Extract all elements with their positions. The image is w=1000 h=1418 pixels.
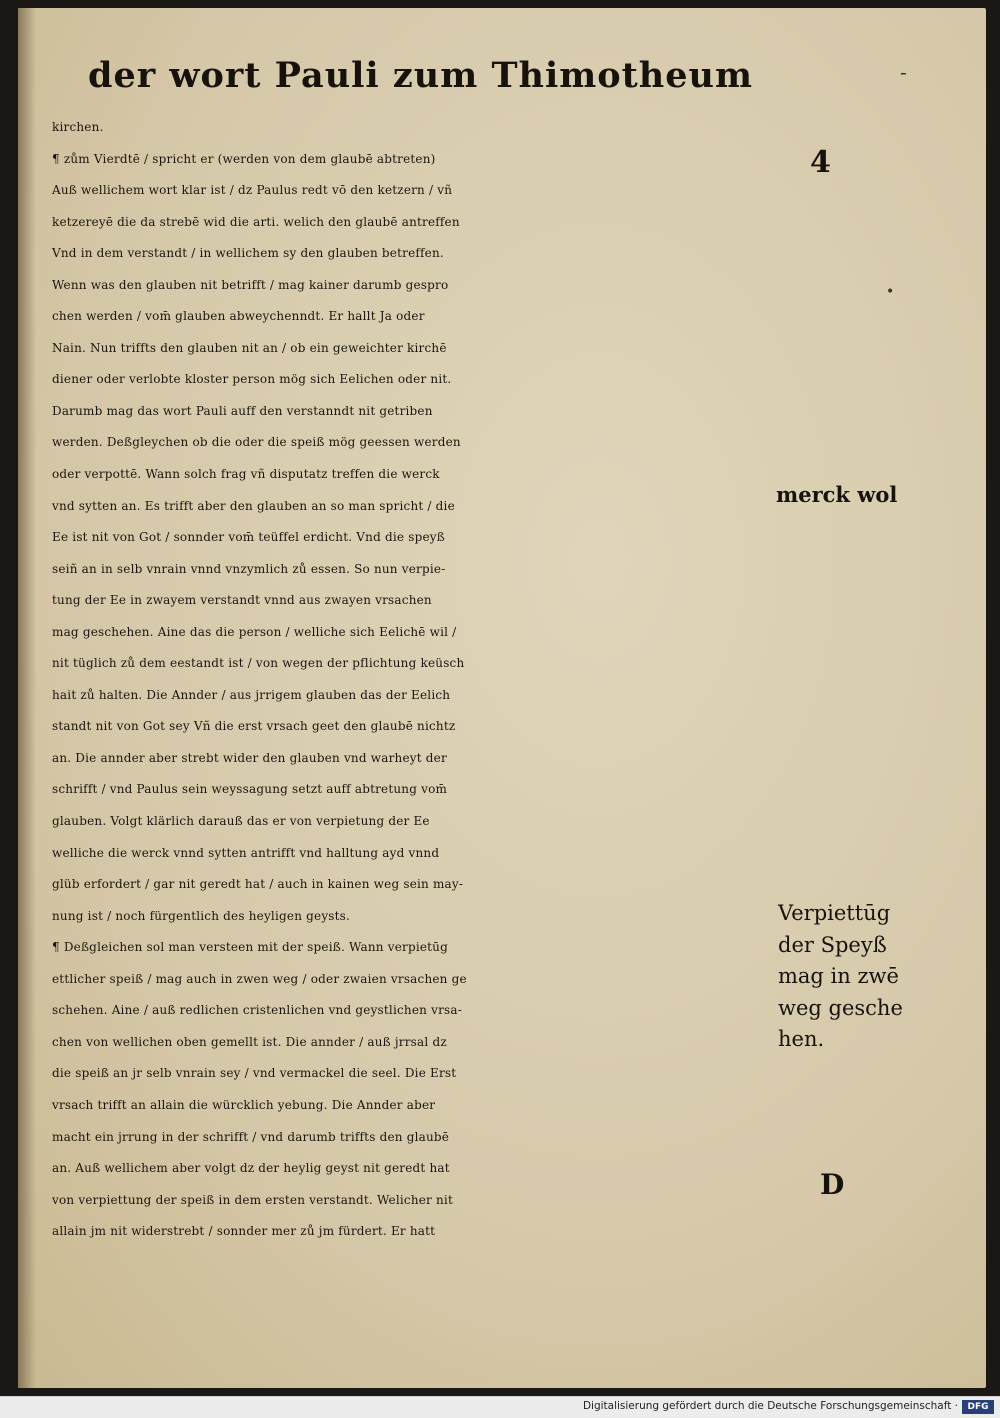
- text-line: vnd sytten an. Es trifft aber den glauben an so man spricht / die: [52, 498, 455, 513]
- page-gutter-shadow: [18, 8, 36, 1388]
- text-line: ettlicher speiß / mag auch in zwen weg / oder zwaien vrsachen ge: [52, 971, 467, 986]
- text-line: glüb erfordert / gar nit geredt hat / auch in kainen weg sein may-: [52, 877, 464, 892]
- text-line: nung ist / noch fürgentlich des heyligen geysts.: [52, 908, 351, 923]
- marginal-note-merck-wol: merck wol: [776, 482, 898, 507]
- catchword: D: [820, 1168, 845, 1201]
- text-line: Ee ist nit von Got / sonnder vom̄ teüffel erdicht. Vnd die speyß: [52, 530, 445, 545]
- funding-credit: Digitalisierung gefördert durch die Deutsche Forschungsgemeinschaft ·: [582, 1400, 958, 1412]
- text-line: tung der Ee in zwayem verstandt vnnd aus zwayen vrsachen: [52, 593, 432, 608]
- text-line: Nain. Nun triffts den glauben nit an / ob ein geweichter kirchē: [52, 340, 447, 355]
- text-line: seiñ an in selb vnrain vnnd vnzymlich zů essen. So nun verpie-: [52, 561, 446, 576]
- text-line: kirchen.: [52, 120, 104, 134]
- page-speck: •: [886, 284, 895, 300]
- text-line: von verpiettung der speiß in dem ersten verstandt. Welicher nit: [52, 1192, 453, 1207]
- marginal-line: Verpiettūg: [778, 901, 891, 925]
- text-line: oder verpottē. Wann solch frag vñ disputatz treffen die werck: [52, 467, 440, 482]
- text-line: Darumb mag das wort Pauli auff den verstanndt nit getriben: [52, 403, 433, 418]
- text-line: chen von wellichen oben gemellt ist. Die annder / auß jrrsal dz: [52, 1034, 447, 1049]
- marginal-line: mag in zwē: [778, 964, 899, 988]
- text-line: chen werden / vom̄ glauben abweychenndt. Er hallt Ja oder: [52, 309, 425, 324]
- text-line: schehen. Aine / auß redlichen cristenlichen vnd geystlichen vrsa-: [52, 1003, 462, 1018]
- marginal-line: der Speyß: [778, 932, 887, 957]
- text-line: Wenn was den glauben nit betrifft / mag kainer darumb gespro: [52, 277, 449, 292]
- marginal-line: hen.: [778, 1027, 825, 1051]
- text-line: glauben. Volgt klärlich darauß das er von verpietung der Ee: [52, 814, 430, 829]
- text-line: allain jm nit widerstrebt / sonnder mer zů jm fürdert. Er hatt: [52, 1224, 436, 1239]
- text-line: Auß wellichem wort klar ist / dz Paulus redt vō den ketzern / vñ: [52, 183, 453, 198]
- text-line: an. Die annder aber strebt wider den glauben vnd warheyt der: [52, 750, 447, 765]
- text-line: an. Auß wellichem aber volgt dz der heylig geyst nit geredt hat: [52, 1161, 450, 1176]
- body-text: [52, 112, 772, 1248]
- text-line: Vnd in dem verstandt / in wellichem sy den glauben betreffen.: [52, 246, 444, 261]
- folio-number: 4: [810, 145, 831, 180]
- text-line: ¶ Deßgleichen sol man versteen mit der speiß. Wann verpietūg: [52, 940, 448, 955]
- text-line: mag geschehen. Aine das die person / welliche sich Eelichē wil /: [52, 624, 457, 639]
- text-line: nit tüglich zů dem eestandt ist / von wegen der pflichtung keüsch: [52, 656, 465, 671]
- text-line: vrsach trifft an allain die würcklich yebung. Die Annder aber: [52, 1097, 436, 1112]
- running-title: der wort Pauli zum Thimotheum: [88, 55, 753, 96]
- text-line: die speiß an jr selb vnrain sey / vnd vermackel die seel. Die Erst: [52, 1066, 457, 1081]
- text-line: ¶ zům Vierdtē / spricht er (werden von dem glaubē abtreten): [52, 151, 436, 166]
- text-line: werden. Deßgleychen ob die oder die speiß mög geessen werden: [52, 435, 461, 450]
- text-line: diener oder verlobte kloster person mög sich Eelichen oder nit.: [52, 372, 452, 387]
- header-mark: -: [900, 60, 907, 84]
- marginal-note-verpiettung: [778, 898, 903, 1056]
- text-line: welliche die werck vnnd sytten antrifft vnd halltung ayd vnnd: [52, 845, 440, 860]
- text-line: ketzereyē die da strebē wid die arti. welich den glaubē antreffen: [52, 214, 460, 229]
- text-line: hait zů halten. Die Annder / aus jrrigem glauben das der Eelich: [52, 687, 451, 702]
- text-line: schrifft / vnd Paulus sein weyssagung setzt auff abtretung vom̄: [52, 782, 448, 797]
- footer-bar: [0, 1396, 1000, 1418]
- dfg-logo: DFG: [962, 1400, 994, 1414]
- marginal-line: weg gesche: [778, 995, 903, 1020]
- text-line: standt nit von Got sey Vñ die erst vrsach geet den glaubē nichtz: [52, 719, 456, 734]
- text-line: macht ein jrrung in der schrifft / vnd darumb triffts den glaubē: [52, 1129, 450, 1144]
